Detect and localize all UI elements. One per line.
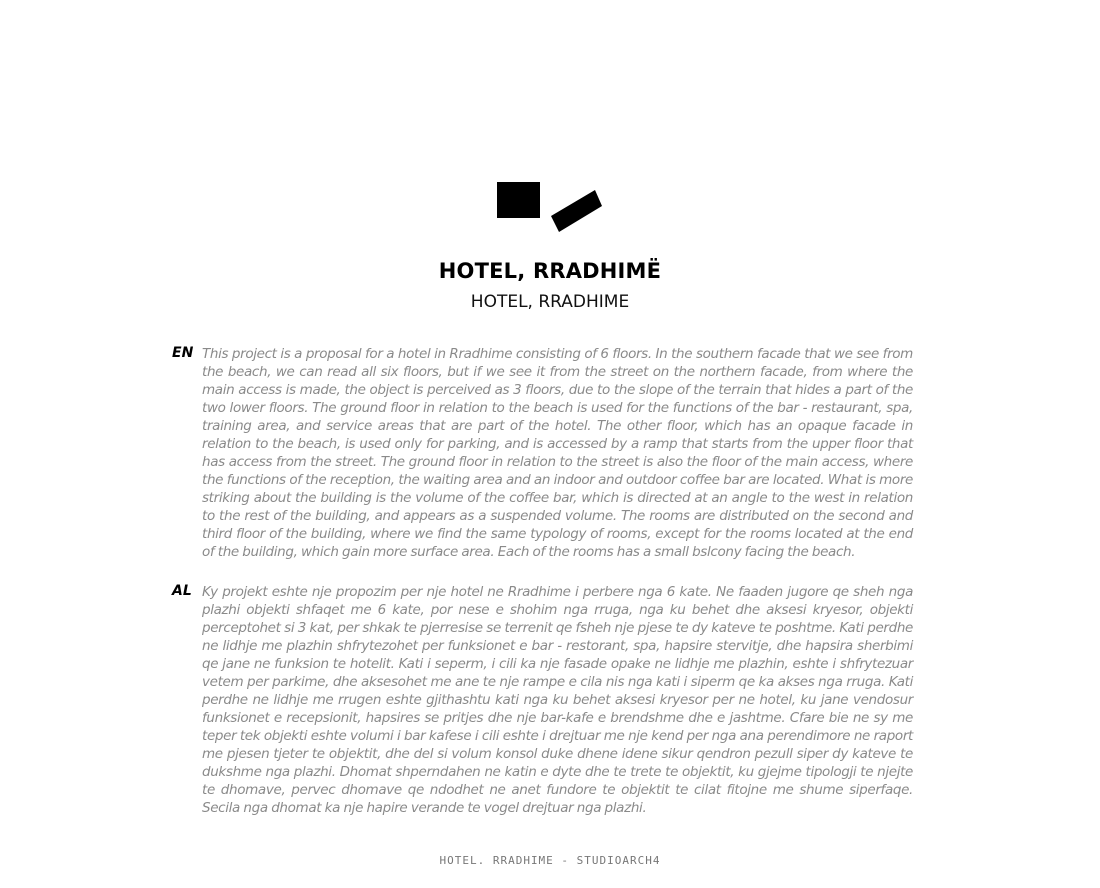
rotated-volume-shape [551,190,602,232]
page-title: HOTEL, RRADHIMË [438,259,662,283]
description-paragraph-en: This project is a proposal for a hotel in Rradhime consisting of 6 floors. In the southern facade that we see from the beach, we can read all six floors, but if we see it from the street on the northern facade, from where the main access is made, the object is perceived as 3 floors, due to the slope of the terrain that hides a part of the two lower floors. The ground floor in relation to the beach is used for the functions of the bar - restaurant, spa, training area, and service areas that are part of the hotel. The other floor, which has an opaque facade in relation to the beach, is used only for parking, and is accessed by a ramp that starts from the upper floor that has access from the street. The ground floor in relation to the street is also the floor of the main access, where the functions of the reception, the waiting area and an indoor and outdoor coffee bar are located. What is more striking about the building is the volume of the coffee bar, which is directed at an angle to the west in relation to the rest of the building, and appears as a suspended volume. The rooms are distributed on the second and third floor of the building, where we find the same typology of rooms, except for the rooms located at the end of the building, which gain more surface area. Each of the rooms has a small bslcony facing the beach. [202,346,913,560]
building-volumes-logo [495,180,605,236]
language-label-al: AL [172,583,192,599]
description-paragraph-al: Ky projekt eshte nje propozim per nje hotel ne Rradhime i perbere nga 6 kate. Ne faaden jugore qe sheh nga plazhi objekti shfaqet me 6 kate, por nese e shohim nga rruga, nga ku behet dhe aksesi kryesor, objekti perceptohet si 3 kat, per shkak te pjerresise se terrenit qe fsheh nje pjese te dy kateve te poshtme. Kati perdhe ne lidhje me plazhin shfrytezohet per funksionet e bar - restorant, spa, hapsire stervitje, dhe hapsira sherbimi qe jane ne funksion te hotelit. Kati i seperm, i cili ka nje fasade opake ne lidhje me plazhin, eshte i shfrytezuar vetem per parkime, dhe aksesohet me ane te nje rampe e cila nis nga kati i siperm qe ka akses nga rruga. Kati perdhe ne lidhje me rrugen eshte gjithashtu kati nga ku behet aksesi kryesor per ne hotel, ku jane vendosur funksionet e recepsionit, hapsires se pritjes dhe nje bar-kafe e brendshme dhe e jashtme. Cfare bie ne sy me teper tek objekti eshte volumi i bar kafese i cili eshte i drejtuar me nje kend per nga ana perendimore ne raport me pjesen tjeter te objektit, dhe del si volum konsol duke dhene idene sikur qendron pezull siper dy kateve te dukshme nga plazhi. Dhomat shperndahen ne katin e dyte dhe te trete te objektit, ku gjejme tipologji te njejte te dhomave, pervec dhomave qe ndodhet ne anet fundore te objektit te cilat fitojne me shume siperfaqe. Secila nga dhomat ka nje hapire verande te vogel drejtuar nga plazhi. [202,584,913,816]
language-label-en: EN [172,345,194,361]
main-volume-shape [497,182,540,218]
footer-credit: HOTEL. RRADHIME - STUDIOARCH4 [439,854,661,867]
page-subtitle: HOTEL, RRADHIME [470,292,630,312]
